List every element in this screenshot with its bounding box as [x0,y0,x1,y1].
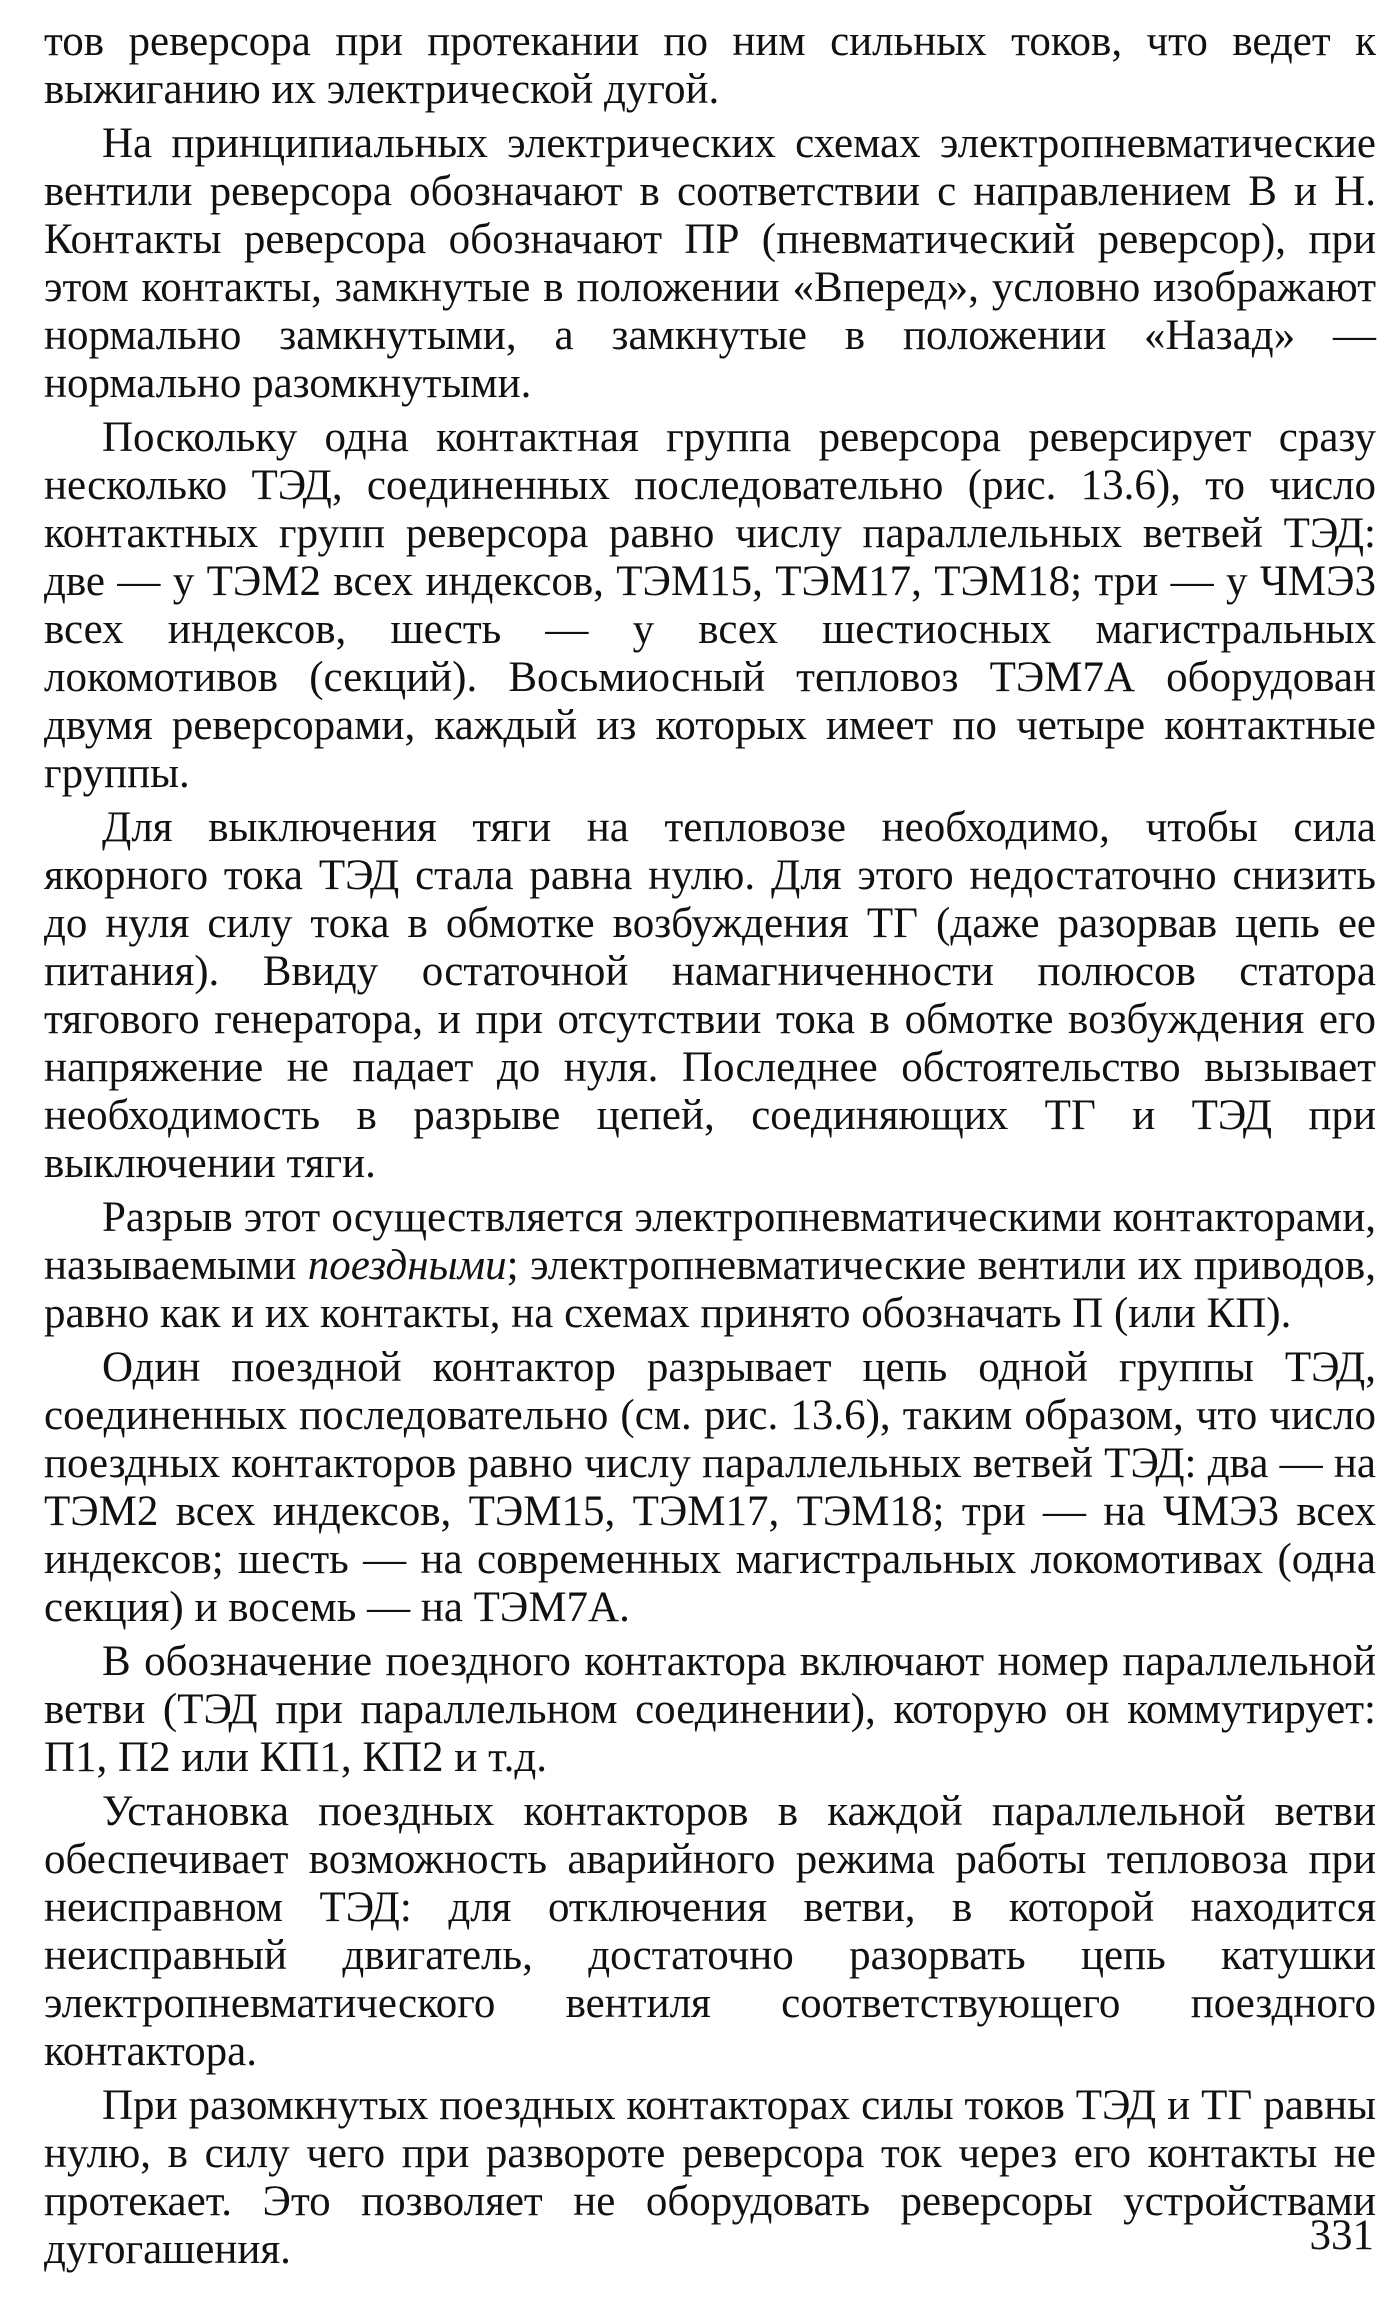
paragraph-1: тов реверсора при протекании по ним сильных токов, что ведет к выжиганию их электрической дугой. [44,18,1376,113]
page-number: 331 [1309,2212,1374,2259]
paragraph-3: Поскольку одна контактная группа реверсора реверсирует сразу несколько ТЭД, соединенных последовательно (рис. 13.6), то число контактных групп реверсора равно числу параллельных ветвей ТЭД: две — у ТЭМ2 всех индексов, ТЭМ15, ТЭМ17, ТЭМ18; три — у ЧМЭ3 всех индексов, шесть — у всех шестиосных магистральных локомотивов (секций). Восьмиосный тепловоз ТЭМ7А оборудован двумя реверсорами, каждый из которых имеет по четыре контактные группы. [44,414,1376,797]
emphasis-term: поездными [307,1242,507,1289]
paragraph-5-text-end: ; электропневматические вентили их приводов, равно как и их контакты, на схемах принято обозначать П (или КП). [44,1242,1376,1337]
paragraph-7: В обозначение поездного контактора включают номер параллельной ветви (ТЭД при параллельном соединении), которую он коммутирует: П1, П2 или КП1, КП2 и т.д. [44,1638,1376,1781]
paragraph-5-text-start: Разрыв этот осуществляется электропневматическими контакторами, называемыми [44,1194,1376,1289]
page-body [44,18,1376,2274]
paragraph-4: Для выключения тяги на тепловозе необходимо, чтобы сила якорного тока ТЭД стала равна нулю. Для этого недостаточно снизить до нуля силу тока в обмотке возбуждения ТГ (даже разорвав цепь ее питания). Ввиду остаточной намагниченности полюсов статора тягового генератора, и при отсутствии тока в обмотке возбуждения его напряжение не падает до нуля. Последнее обстоятельство вызывает необходимость в разрыве цепей, соединяющих ТГ и ТЭД при выключении тяги. [44,804,1376,1187]
paragraph-5 [44,1194,1376,1338]
paragraph-6: Один поездной контактор разрывает цепь одной группы ТЭД, соединенных последовательно (см. рис. 13.6), таким образом, что число поездных контакторов равно числу параллельных ветвей ТЭД: два — на ТЭМ2 всех индексов, ТЭМ15, ТЭМ17, ТЭМ18; три — на ЧМЭ3 всех индексов; шесть — на современных магистральных локомотивах (одна секция) и восемь — на ТЭМ7А. [44,1344,1376,1631]
paragraph-8: Установка поездных контакторов в каждой параллельной ветви обеспечивает возможность аварийного режима работы тепловоза при неисправном ТЭД: для отключения ветви, в которой находится неисправный двигатель, достаточно разорвать цепь катушки электропневматического вентиля соответствующего поездного контактора. [44,1788,1376,2075]
paragraph-2: На принципиальных электрических схемах электропневматические вентили реверсора обозначают в соответствии с направлением В и Н. Контакты реверсора обозначают ПР (пневматический реверсор), при этом контакты, замкнутые в положении «Вперед», условно изображают нормально замкнутыми, а замкнутые в положении «Назад» — нормально разомкнутыми. [44,120,1376,407]
paragraph-9: При разомкнутых поездных контакторах силы токов ТЭД и ТГ равны нулю, в силу чего при развороте реверсора ток через его контакты не протекает. Это позволяет не оборудовать реверсоры устройствами дугогашения. [44,2082,1376,2273]
